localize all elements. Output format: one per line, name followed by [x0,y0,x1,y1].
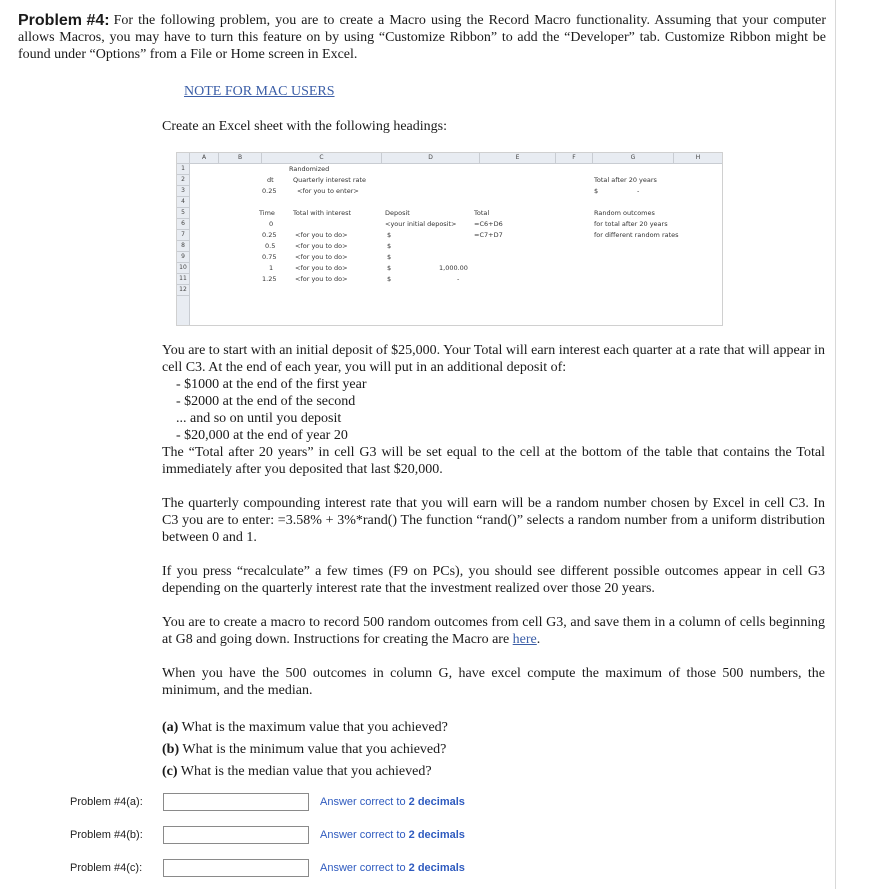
list-item-4: - $20,000 at the end of year 20 [176,428,348,443]
answer-b-hint-text: Answer correct to [320,829,406,841]
answer-a-hint-text: Answer correct to [320,796,406,808]
cell-g7: for different random rates [594,231,679,239]
row-header: 9 [177,252,190,263]
col-header-a: A [190,153,219,164]
row-header-empty [177,296,190,326]
corner-cell [177,153,190,164]
cell-g3: $ [594,187,599,195]
paragraph-macro [162,614,825,648]
list-item-2: - $2000 at the end of the second [176,394,356,409]
cell-b3: 0.25 [262,187,277,195]
list-item-3: ... and so on until you deposit [176,411,342,426]
cell-e5: Total [474,209,490,217]
col-header-e: E [480,153,556,164]
cell-d11: $ [387,275,392,283]
cell-g5: Random outcomes [594,209,655,217]
cell-c11: <for you to do> [295,275,348,283]
cell-g6: for total after 20 years [594,220,668,228]
cell-b5: Time [259,209,275,217]
macro-instructions-text: You are to create a macro to record 500 random outcomes from cell G3, and save them in a column of cells beginning at G8 and going down. Instructions for creating the Macro are [162,615,825,647]
row-header: 12 [177,285,190,296]
paragraph-total-after-20: The “Total after 20 years” in cell G3 will be set equal to the cell at the bottom of the table that contains the Total immediately after you deposited that last $20,000. [162,445,825,477]
cell-c10: <for you to do> [295,264,348,272]
cell-d9: $ [387,253,392,261]
answer-b-input[interactable] [163,826,309,844]
cell-c5: Total with interest [293,209,352,217]
cell-c7: <for you to do> [295,231,348,239]
cell-d10: $ [387,264,392,272]
cell-e7: =C7+D7 [474,231,503,239]
row-header: 6 [177,219,190,230]
create-sheet-instruction: Create an Excel sheet with the following headings: [162,119,447,134]
cell-b10: 1 [269,264,274,272]
question-a-text: What is the maximum value that you achieved? [181,720,448,735]
paragraph-interest-rate: The quarterly compounding interest rate that you will earn will be a random number chosen by Excel in cell C3. In C3 you are to enter: =3.58% + 3%*rand() The function “rand()” selects a random number from a uniform distribution between 0 and 1. [162,496,825,545]
cell-d8: $ [387,242,392,250]
answer-a-hint [320,796,465,808]
cell-b6: 0 [269,220,274,228]
col-header-d: D [382,153,480,164]
problem-label: Problem #4: [18,12,110,29]
cell-d10-value: 1,000.00 [439,264,468,272]
cell-d6: <your initial deposit> [385,220,457,228]
question-a-tag: (a) [162,720,179,735]
cell-b9: 0.75 [262,253,277,261]
row-header: 10 [177,263,190,274]
paragraph-recalculate: If you press “recalculate” a few times (F9 on PCs), you should see different possible outcomes appear in cell G3 depending on the quarterly interest rate that the investment realized over those 20 years. [162,564,825,596]
question-c [162,763,432,780]
here-link[interactable]: here [512,632,537,647]
col-header-g: G [593,153,674,164]
row-header: 7 [177,230,190,241]
cell-b7: 0.25 [262,231,277,239]
cell-c2: Quarterly interest rate [293,176,367,184]
row-header: 4 [177,197,190,208]
cell-b8: 0.5 [265,242,276,250]
paragraph-compute-stats: When you have the 500 outcomes in column G, have excel compute the maximum of those 500 numbers, the minimum, and the median. [162,666,825,698]
row-header: 8 [177,241,190,252]
paragraph-initial-deposit: You are to start with an initial deposit of $25,000. Your Total will earn interest each quarter at a rate that will appear in cell C3. At the end of each year, you will put in an additional deposit of: [162,343,825,375]
answer-c-hint [320,862,465,874]
question-c-text: What is the median value that you achieved? [180,764,432,779]
cell-b11: 1.25 [262,275,277,283]
cell-e6: =C6+D6 [474,220,503,228]
row-header: 3 [177,186,190,197]
question-c-tag: (c) [162,764,178,779]
row-header: 2 [177,175,190,186]
col-header-c: C [262,153,382,164]
spreadsheet-image [176,152,723,326]
col-header-h: H [674,153,723,164]
question-b-tag: (b) [162,742,180,757]
question-b-text: What is the minimum value that you achieved? [182,742,447,757]
answer-a-input[interactable] [163,793,309,811]
answer-a-label: Problem #4(a): [70,796,143,808]
cell-c9: <for you to do> [295,253,348,261]
answer-c-label: Problem #4(c): [70,862,143,874]
note-for-mac-users-link[interactable]: NOTE FOR MAC USERS [184,84,335,99]
problem-intro-text: For the following problem, you are to create a Macro using the Record Macro functionality. Assuming that your computer allows Macros, you may have to turn this feature on by using “Customize Ribbon” to add the “Developer” tab. Customize Ribbon might be found under “Options” from a File or Home screen in Excel. [18,13,826,62]
question-b [162,741,446,758]
col-header-f: F [556,153,593,164]
cell-d5: Deposit [385,209,410,217]
cell-c3: <for you to enter> [297,187,359,195]
row-header: 5 [177,208,190,219]
answer-c-input[interactable] [163,859,309,877]
row-header: 1 [177,164,190,175]
problem-intro [18,12,826,63]
col-header-b: B [219,153,262,164]
cell-d7: $ [387,231,392,239]
cell-c8: <for you to do> [295,242,348,250]
cell-g2: Total after 20 years [594,176,657,184]
answer-c-hint-text: Answer correct to [320,862,406,874]
answer-b-hint [320,829,465,841]
cell-d11-dash: - [457,275,460,283]
answer-b-label: Problem #4(b): [70,829,143,841]
cell-g3-dash: - [637,187,640,195]
cell-c1: Randomized [289,165,330,173]
answer-c-hint-bold: 2 decimals [408,862,465,874]
answer-a-hint-bold: 2 decimals [408,796,465,808]
list-item-1: - $1000 at the end of the first year [176,377,367,392]
cell-b2: dt [267,176,274,184]
period: . [536,632,541,647]
question-a [162,719,448,736]
row-header: 11 [177,274,190,285]
answer-b-hint-bold: 2 decimals [408,829,465,841]
